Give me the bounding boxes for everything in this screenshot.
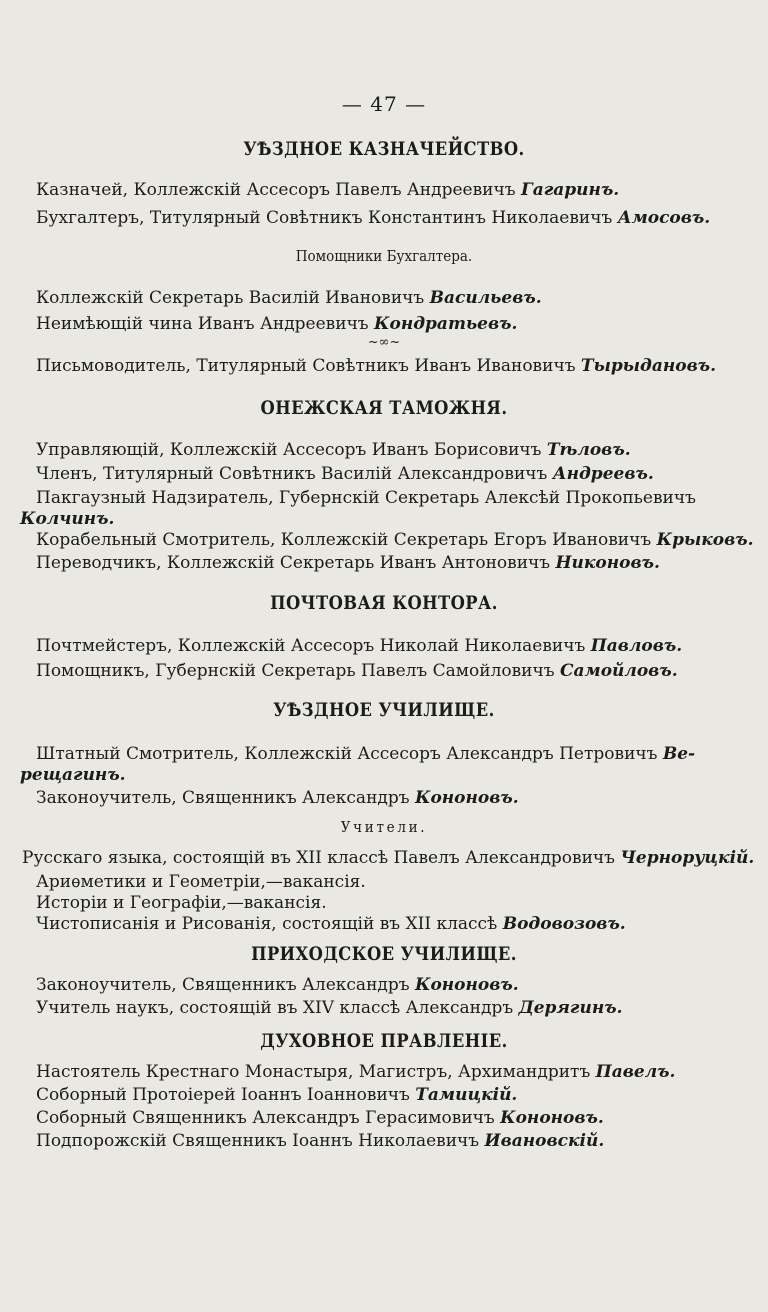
entry-arithmetic-teacher: Ариѳметики и Геометріи,—вакансія. (36, 872, 366, 892)
entry-russian-teacher: Русскаго языка, состоящій въ XII классѣ Павелъ Александровичъ Черноруцкій. (22, 848, 755, 868)
page-number: — 47 — (341, 92, 427, 116)
entry-drawing-teacher: Чистописанія и Рисованія, состоящій въ XII классѣ Водовозовъ. (36, 914, 626, 934)
entry-school-inspector: Штатный Смотритель, Коллежскій Ассесоръ Александръ Петровичъ Ве- (36, 744, 696, 764)
entry-abbot: Настоятель Крестнаго Монастыря, Магистръ, Архимандритъ Павелъ. (36, 1062, 676, 1082)
entry-translator: Переводчикъ, Коллежскій Секретарь Иванъ Антоновичъ Никоновъ. (36, 553, 660, 573)
heading-district-school: УѢЗДНОЕ УЧИЛИЩЕ. (273, 699, 495, 721)
heading-customs: ОНЕЖСКАЯ ТАМОЖНЯ. (260, 397, 508, 419)
entry-accountant: Бухгалтеръ, Титулярный Совѣтникъ Константинъ Николаевичъ Амосовъ. (36, 208, 711, 228)
entry-law-teacher: Законоучитель, Священникъ Александръ Кононовъ. (36, 788, 519, 808)
entry-ship-inspector: Корабельный Смотритель, Коллежскій Секретарь Егоръ Ивановичъ Крыковъ. (36, 530, 754, 550)
entry-treasurer: Казначей, Коллежскій Ассесоръ Павелъ Андреевичъ Гагаринъ. (36, 180, 620, 200)
entry-archpriest: Соборный Протоіерей Іоаннъ Іоанновичъ Тамицкій. (36, 1085, 518, 1105)
entry-warehouse-supervisor-name: Колчинъ. (20, 509, 115, 529)
heading-parish-school: ПРИХОДСКОЕ УЧИЛИЩЕ. (251, 943, 517, 965)
heading-post-office: ПОЧТОВАЯ КОНТОРА. (270, 592, 498, 614)
ornament-divider: ~∞~ (367, 335, 401, 350)
entry-customs-member: Членъ, Титулярный Совѣтникъ Василій Александровичъ Андреевъ. (36, 464, 654, 484)
entry-assistant-1: Коллежскій Секретарь Василій Ивановичъ Васильевъ. (36, 288, 542, 308)
entry-history-teacher: Исторіи и Географіи,—вакансія. (36, 893, 327, 913)
entry-podporozhye-priest: Подпорожскій Священникъ Іоаннъ Николаевичъ Ивановскій. (36, 1131, 605, 1151)
entry-parish-law-teacher: Законоучитель, Священникъ Александръ Кононовъ. (36, 975, 519, 995)
entry-warehouse-supervisor: Пакгаузный Надзиратель, Губернскій Секретарь Алексѣй Прокопьевичъ (36, 488, 696, 508)
entry-clerk: Письмоводитель, Титулярный Совѣтникъ Иванъ Ивановичъ Тырыдановъ. (36, 356, 717, 376)
heading-treasury: УѢЗДНОЕ КАЗНАЧЕЙСТВО. (243, 138, 525, 160)
entry-customs-manager: Управляющій, Коллежскій Ассесоръ Иванъ Борисовичъ Тѣловъ. (36, 440, 631, 460)
entry-post-assistant: Помощникъ, Губернскій Секретарь Павелъ Самойловичъ Самойловъ. (36, 661, 678, 681)
entry-parish-teacher: Учитель наукъ, состоящій въ XIV классѣ Александръ Дерягинъ. (36, 998, 623, 1018)
entry-assistant-2: Неимѣющій чина Иванъ Андреевичъ Кондратьевъ. (36, 314, 518, 334)
entry-school-inspector-name: рещагинъ. (20, 765, 126, 785)
entry-postmaster: Почтмейстеръ, Коллежскій Ассесоръ Николай Николаевичъ Павловъ. (36, 636, 683, 656)
subheading-teachers: Учители. (340, 818, 428, 836)
heading-spiritual-board: ДУХОВНОЕ ПРАВЛЕНІЕ. (260, 1030, 508, 1052)
entry-cathedral-priest: Соборный Священникъ Александръ Герасимовичъ Кононовъ. (36, 1108, 604, 1128)
subheading-assistants: Помощники Бухгалтера. (295, 247, 473, 265)
